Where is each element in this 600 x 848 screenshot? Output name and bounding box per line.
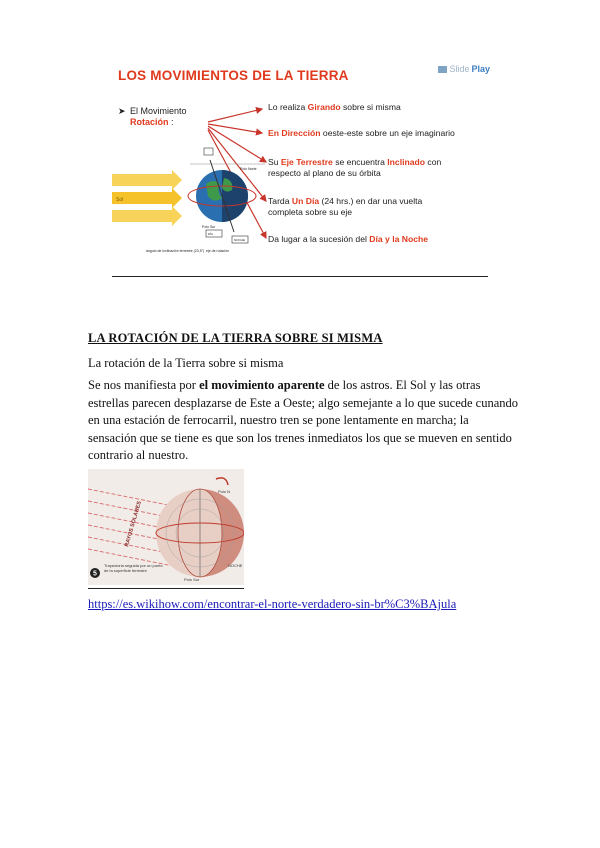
day-label: DÍA xyxy=(208,232,214,236)
section-title: LA ROTACIÓN DE LA TIERRA SOBRE SI MISMA xyxy=(88,331,383,345)
rotation-word: Rotación xyxy=(130,117,169,127)
brand-prefix: Slide xyxy=(449,64,470,74)
earth-rotation-diagram xyxy=(110,144,270,270)
figure1-divider xyxy=(112,276,488,277)
statement-4: Tarda Un Día (24 hrs.) en dar una vuelta completa sobre su eje xyxy=(268,196,423,217)
statement-5: Da lugar a la sucesión del Día y la Noche xyxy=(268,234,429,244)
movements-infographic xyxy=(110,58,490,270)
wikihow-link[interactable]: https://es.wikihow.com/encontrar-el-norte-verdadero-sin-br%C3%BAjula xyxy=(88,597,457,611)
sun-rays xyxy=(112,170,182,226)
rotation-label-line1: El Movimiento xyxy=(130,106,187,116)
apparent-motion-phrase: el movimiento aparente xyxy=(199,378,325,392)
pole-n-label: Polo N xyxy=(218,489,231,494)
sun-label: Sol xyxy=(116,197,124,203)
figure-number: 5 xyxy=(93,570,97,578)
solar-rays-diagram xyxy=(88,469,244,585)
brand-suffix: Play xyxy=(471,64,490,74)
solar-rays-label: RAYOS SOLARES xyxy=(124,500,143,548)
angle-label: ángulo de inclinación terrestre (23,5°) xyxy=(146,249,205,253)
section-subtitle: La rotación de la Tierra sobre si misma xyxy=(88,356,284,370)
section-paragraph: Se nos manifiesta por el movimiento aparente de los astros. El Sol y las otras estrellas parecen desplazarse de Este a Oeste; algo semejante a lo que sucede cunando en una estación de ferrocarril, nuestro tren se pone lentamente en marcha; la sensación que se tiene es que son los trenes inmediatos los que se mueven en sentido contrario al nuestro. xyxy=(88,378,519,462)
axis-label: eje de rotación xyxy=(206,249,229,253)
night-label-2: NOCHE xyxy=(228,563,243,568)
bullet-arrow-icon: ➤ xyxy=(118,106,126,116)
trajectory-caption: Trayectoria seguida por un punto de la superficie terrestre xyxy=(104,563,163,573)
rotation-label-line2: Rotación : xyxy=(130,117,174,127)
night-label: NOCHE xyxy=(234,238,245,242)
statement-2: En Dirección oeste-este sobre un eje imaginario xyxy=(268,128,455,138)
pole-s-label: Polo Sur xyxy=(184,577,200,582)
south-pole-label: Polo Sur xyxy=(202,225,216,229)
infographic-title: LOS MOVIMIENTOS DE LA TIERRA xyxy=(118,68,349,83)
figure2-divider xyxy=(88,588,244,589)
north-pole-label: Polo Norte xyxy=(240,167,257,171)
statement-1: Lo realiza Girando sobre si misma xyxy=(268,102,401,112)
statement-3: Su Eje Terrestre se encuentra Inclinado con respecto al plano de su órbita xyxy=(268,157,442,178)
solar-rays-illustration xyxy=(88,469,244,585)
